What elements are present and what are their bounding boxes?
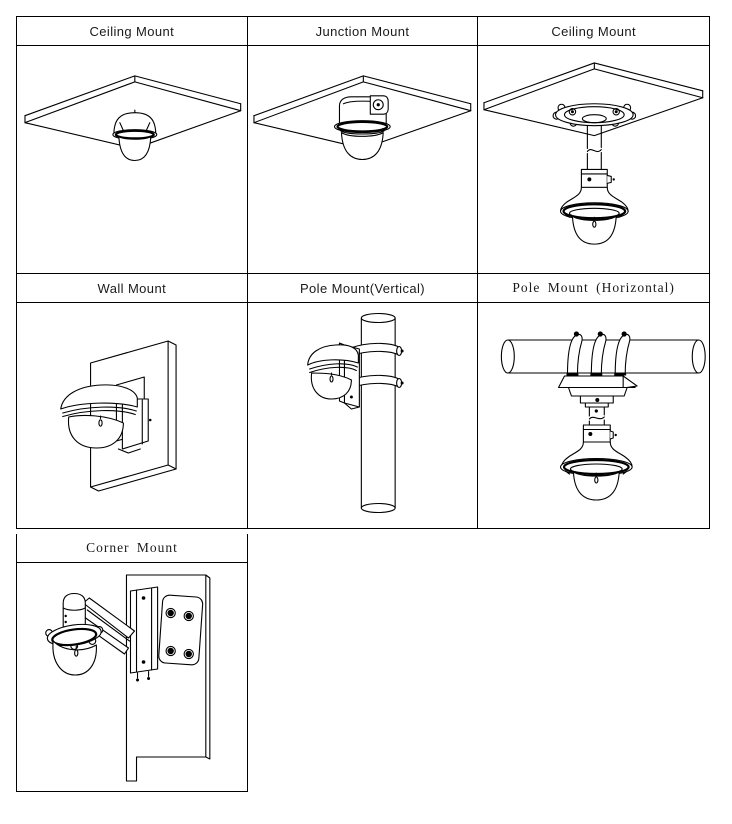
dome-camera (46, 621, 103, 675)
header-label: Ceiling Mount (551, 23, 636, 39)
dome-camera-pendant (561, 425, 633, 500)
ceiling-pendant-diagram-cell (478, 46, 709, 274)
header-pole-mount-horizontal (478, 274, 709, 303)
header-label: Corner Mount (86, 540, 178, 555)
header-ceiling-mount-2 (478, 17, 709, 46)
corner-mount-diagram (17, 563, 247, 791)
wall-mount-diagram (17, 303, 247, 528)
pole-mount-horizontal-diagram-cell (478, 303, 709, 528)
dome-camera-junction-box (334, 96, 390, 160)
dome-camera (113, 110, 157, 160)
pole-straps (567, 331, 630, 375)
dome-camera-pendant (561, 169, 629, 244)
header-label: Ceiling Mount (89, 23, 175, 39)
ceiling-mount-diagram-cell (17, 46, 248, 274)
header-ceiling-mount-1 (17, 17, 248, 46)
pole-mount-vertical-diagram (248, 303, 478, 528)
wall-mount-diagram-cell (17, 303, 248, 528)
channel-bracket (130, 587, 157, 682)
mount-plate (559, 376, 638, 407)
corner-mount-diagram-cell (17, 563, 247, 791)
pendant-pole (590, 407, 605, 425)
mount-table-main (16, 16, 710, 529)
header-pole-mount-vertical (248, 274, 479, 303)
header-junction-mount (248, 17, 479, 46)
pole-mount-vertical-diagram-cell (248, 303, 479, 528)
header-label: Wall Mount (97, 280, 167, 296)
header-label: Pole Mount(Vertical) (299, 280, 426, 296)
pole-mount-horizontal-diagram (478, 303, 709, 528)
header-label: Pole Mount (Horizontal) (512, 280, 675, 295)
camera-cap (63, 594, 85, 628)
pendant-pole (588, 126, 602, 170)
header-corner-mount (17, 534, 247, 563)
header-label: Junction Mount (315, 23, 410, 39)
corner-bracket-plate (158, 595, 203, 666)
header-wall-mount (17, 274, 248, 303)
mount-table-corner (16, 534, 248, 792)
junction-mount-diagram-cell (248, 46, 479, 274)
ceiling-mount-diagram (17, 46, 247, 273)
mount-plate (553, 104, 636, 126)
junction-mount-diagram (248, 46, 478, 273)
ceiling-pendant-mount-diagram (478, 46, 709, 273)
